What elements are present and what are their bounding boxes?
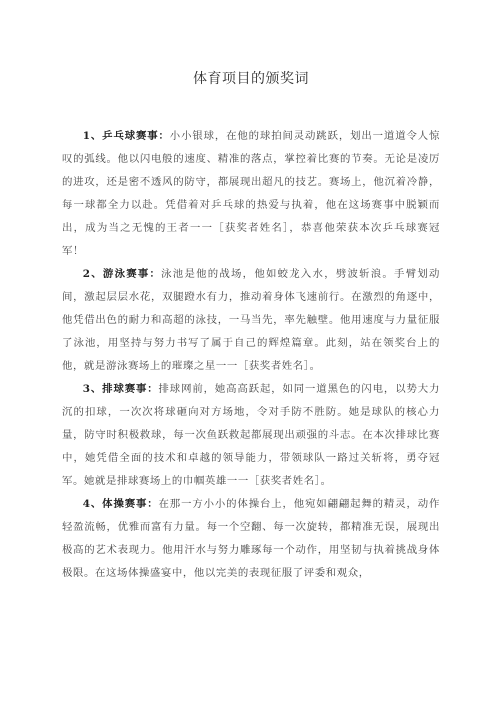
paragraph-gymnastics	[62, 493, 440, 585]
paragraph-swimming	[62, 263, 440, 378]
paragraph-heading: 2、游泳赛事：	[82, 268, 162, 280]
paragraph-text: 小小银球，在他的球拍间灵动跳跃，划出一道道令人惊叹的弧线。他以闪电般的速度、精准的落点，掌控着比赛的节奏。无论是凌厉的进攻，还是密不透风的防守，都展现出超凡的技艺。赛场上，他沉着冷静，每一球都全力以赴。凭借着对乒乓球的热爱与执着，他在这场赛事中脱颖而出，成为当之无愧的王者一一［获奖者姓名］，恭喜他荣获本次乒乓球赛冠军！	[62, 130, 440, 257]
document-title: 体育项目的颁奖词	[193, 71, 309, 87]
paragraph-heading: 1、乒乓球赛事：	[82, 130, 170, 142]
paragraph-table-tennis	[62, 125, 440, 263]
paragraph-text: 在那一方小小的体操台上，他宛如翩翩起舞的精灵，动作轻盈流畅，优雅而富有力量。每一个空翻、每一次旋转，都精准无误，展现出极高的艺术表现力。他用汗水与努力雕琢每一个动作，用坚韧与执着挑战身体极限。在这场体操盛宴中，他以完美的表现征服了评委和观众，	[62, 498, 440, 579]
paragraph-heading: 4、体操赛事：	[82, 498, 159, 510]
paragraph-text: 排球网前，她高高跃起，如同一道黑色的闪电，以势大力沉的扣球，一次次将球砸向对方场地，令对手防不胜防。她是球队的核心力量，防守时积极救球，每一次鱼跃救起都展现出顽强的斗志。在本次排球比赛中，她凭借全面的技术和卓越的领导能力，带领球队一路过关斩将，勇夺冠军。她就是排球赛场上的巾帼英雄一一［获奖者姓名］。	[62, 383, 440, 487]
paragraph-volleyball	[62, 378, 440, 493]
paragraph-text: 泳池是他的战场，他如蛟龙入水，劈波斩浪。手臂划动间，激起层层水花，双腿蹬水有力，推动着身体飞速前行。在激烈的角逐中，他凭借出色的耐力和高超的泳技，一马当先，率先触壁。他用速度与力量征服了泳池，用坚持与努力书写了属于自己的辉煌篇章。此刻，站在领奖台上的他，就是游泳赛场上的璀璨之星一一［获奖者姓名］。	[62, 268, 440, 372]
paragraph-heading: 3、排球赛事：	[82, 383, 159, 395]
